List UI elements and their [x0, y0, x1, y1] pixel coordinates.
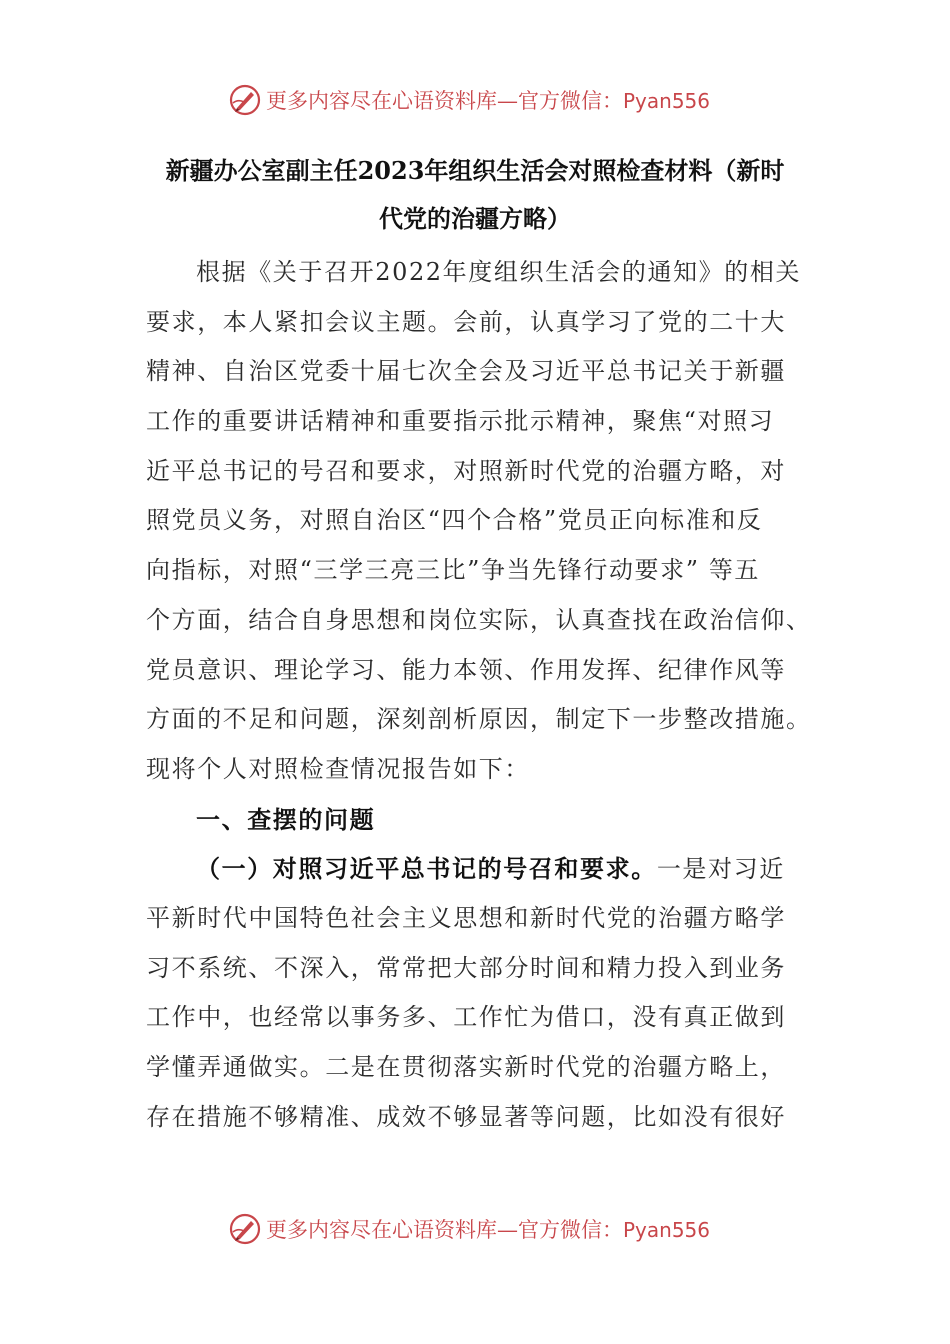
text-line: 学懂弄通做实。二是在贯彻落实新时代党的治疆方略上， — [146, 1053, 786, 1081]
document-title-line-2: 代党的治疆方略） — [379, 204, 571, 233]
text-line: 个方面，结合自身思想和岗位实际，认真查找在政治信仰、 — [146, 605, 812, 634]
footer-watermark — [0, 1207, 950, 1251]
document-title-line-1: 新疆办公室副主任2023年组织生活会对照检查材料（新时 — [165, 156, 785, 185]
text-line: 习不系统、不深入，常常把大部分时间和精力投入到业务 — [146, 953, 786, 982]
section-heading: 一、查摆的问题 — [196, 804, 376, 834]
watermark-wechat-id: Pyan556 — [623, 89, 711, 113]
text-line: 照党员义务，对照自治区“四个合格”党员正向标准和反 — [146, 506, 763, 535]
text-line: 要求，本人紧扣会议主题。会前，认真学习了党的二十大 — [146, 307, 786, 336]
header-watermark — [0, 78, 950, 122]
text-line: 存在措施不够精准、成效不够显著等问题，比如没有很好 — [146, 1102, 786, 1131]
watermark-text: 更多内容尽在心语资料库—官方微信：Pyan556 — [266, 89, 711, 113]
document-body — [146, 248, 812, 1142]
text-line-lead — [146, 844, 806, 894]
text-line: 平新时代中国特色社会主义思想和新时代党的治疆方略学 — [146, 903, 786, 932]
text-line: 根据《关于召开2022年度组织生活会的通知》的相关 — [196, 258, 802, 286]
text-line: 工作中，也经常以事务多、工作忙为借口，没有真正做到 — [146, 1003, 786, 1032]
subsection-heading: （一）对照习近平总书记的号召和要求。 — [196, 854, 657, 884]
pen-logo-icon — [228, 83, 262, 117]
text-line: 现将个人对照检查情况报告如下： — [146, 754, 530, 783]
text-line: 近平总书记的号召和要求，对照新时代党的治疆方略，对 — [146, 456, 786, 485]
text-line-rest: 一是对习近 — [656, 855, 785, 884]
text-line: 精神、自治区党委十届七次全会及习近平总书记关于新疆 — [146, 357, 786, 386]
text-line: 工作的重要讲话精神和重要指示批示精神，聚焦“对照习 — [146, 407, 775, 436]
text-line: 方面的不足和问题，深刻剖析原因，制定下一步整改措施。 — [146, 705, 812, 734]
watermark-wechat-id: Pyan556 — [623, 1218, 711, 1242]
watermark-text: 更多内容尽在心语资料库—官方微信：Pyan556 — [266, 1218, 711, 1242]
pen-logo-icon — [228, 1212, 262, 1246]
text-line: 向指标，对照“三学三亮三比”争当先锋行动要求” 等五 — [146, 556, 761, 585]
text-line: 党员意识、理论学习、能力本领、作用发挥、纪律作风等 — [146, 655, 786, 684]
